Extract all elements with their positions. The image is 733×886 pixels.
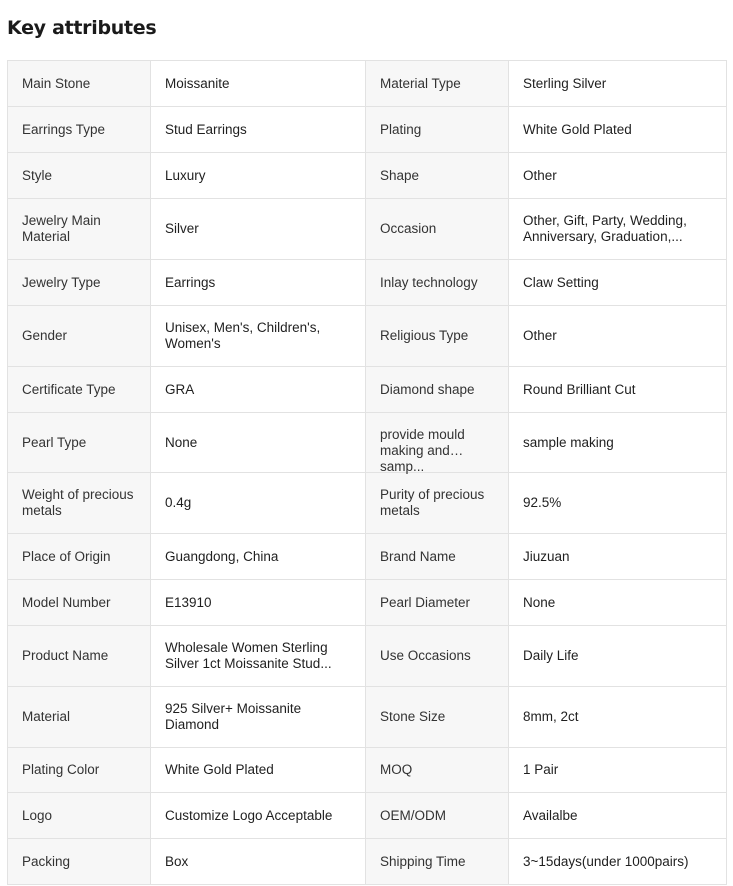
attribute-label-text: Diamond shape (380, 381, 475, 397)
attribute-value (151, 580, 366, 626)
table-row (8, 199, 727, 260)
attribute-label-text: Plating (380, 121, 422, 137)
attribute-value-text: Guangdong, China (165, 548, 279, 564)
attribute-label-text: Style (22, 167, 53, 183)
attribute-label-text: Product Name (22, 648, 109, 663)
attribute-value (509, 260, 727, 306)
attribute-value-text: Stud Earrings (165, 121, 247, 137)
attribute-value-text: Box (165, 853, 189, 869)
attribute-value (509, 748, 727, 793)
attribute-value (509, 153, 727, 199)
attribute-label (366, 793, 509, 839)
attribute-label (366, 199, 509, 260)
attribute-label-text: Material (22, 709, 71, 724)
attribute-value-text: Wholesale Women Sterling Silver 1ct Moissanite Stud... (165, 640, 332, 671)
attribute-label (366, 306, 509, 367)
attribute-label (8, 260, 151, 306)
attribute-value (151, 199, 366, 260)
attribute-label-text: Model Number (22, 594, 111, 610)
attribute-label (8, 534, 151, 580)
attribute-value-text: Jiuzuan (523, 548, 570, 564)
attribute-value-text: Round Brilliant Cut (523, 381, 636, 397)
attribute-label-text: Plating Color (22, 762, 100, 777)
attribute-value (151, 626, 366, 687)
attribute-value (151, 839, 366, 885)
attribute-value-text: Availalbe (523, 807, 578, 823)
attribute-label (366, 413, 509, 473)
attribute-label-text: Pearl Type (22, 434, 87, 450)
attribute-label-text: Place of Origin (22, 548, 111, 564)
attribute-value (509, 839, 727, 885)
attribute-label (8, 153, 151, 199)
attribute-value-text: 92.5% (523, 495, 562, 510)
table-row (8, 473, 727, 534)
attribute-value (151, 473, 366, 534)
attribute-label (8, 413, 151, 473)
attribute-label-text: Main Stone (22, 75, 91, 91)
attribute-value (151, 793, 366, 839)
section-title: Key attributes (7, 17, 157, 39)
attribute-label-text: Earrings Type (22, 121, 106, 137)
attribute-value (509, 107, 727, 153)
attribute-value-text: Sterling Silver (523, 75, 607, 91)
attribute-label (366, 61, 509, 107)
attribute-value (509, 793, 727, 839)
attribute-label-text: Pearl Diameter (380, 594, 471, 610)
attribute-value-text: GRA (165, 381, 195, 397)
attribute-label (366, 748, 509, 793)
attribute-value-text: Silver (165, 221, 199, 236)
attribute-label (366, 107, 509, 153)
attribute-value (151, 367, 366, 413)
attribute-label-text: Purity of precious metals (380, 487, 485, 518)
attribute-value (509, 534, 727, 580)
attribute-label-text: provide mould making and samp... (380, 426, 465, 474)
attribute-label (366, 580, 509, 626)
attribute-label (366, 260, 509, 306)
table-row (8, 534, 727, 580)
attribute-label-text: OEM/ODM (380, 807, 446, 823)
attribute-label (8, 748, 151, 793)
attribute-label-text: Use Occasions (380, 648, 471, 663)
attribute-label-text: Weight of precious metals (22, 487, 134, 518)
attribute-label (366, 367, 509, 413)
attribute-label-text: Inlay technology (380, 274, 478, 290)
attribute-label-text: Certificate Type (22, 381, 116, 397)
attribute-label-text: Occasion (380, 221, 437, 236)
attribute-label (366, 153, 509, 199)
attribute-value-text: Other (523, 328, 557, 343)
attribute-value-text: Other, Gift, Party, Wedding, Anniversary, Graduation,... (523, 213, 687, 244)
attribute-value (509, 367, 727, 413)
attribute-value (509, 306, 727, 367)
attribute-label-text: Material Type (380, 75, 461, 91)
table-row (8, 61, 727, 107)
attribute-label (8, 793, 151, 839)
attribute-value (151, 687, 366, 748)
attribute-label-text: MOQ (380, 762, 413, 777)
table-row (8, 153, 727, 199)
attribute-label (8, 626, 151, 687)
attribute-label (8, 580, 151, 626)
attribute-value-text: None (523, 594, 556, 610)
table-row (8, 748, 727, 793)
table-row (8, 793, 727, 839)
attribute-label (8, 61, 151, 107)
attribute-value (151, 748, 366, 793)
attribute-value-text: Claw Setting (523, 274, 599, 290)
attribute-label (8, 306, 151, 367)
attribute-label (366, 626, 509, 687)
attribute-label (366, 839, 509, 885)
attribute-value-text: sample making (523, 434, 614, 450)
attribute-value-text: White Gold Plated (165, 762, 274, 777)
attribute-value-text: White Gold Plated (523, 121, 632, 137)
attribute-value-text: Unisex, Men's, Children's, Women's (165, 320, 321, 351)
attribute-value-text: Moissanite (165, 75, 230, 91)
table-row (8, 580, 727, 626)
attribute-value-text: 3~15days(under 1000pairs) (523, 853, 689, 869)
table-row (8, 107, 727, 153)
attribute-label (8, 473, 151, 534)
attribute-label (8, 199, 151, 260)
attribute-label (366, 687, 509, 748)
attribute-value (151, 534, 366, 580)
attribute-label-text: Logo (22, 807, 53, 823)
attribute-value (509, 626, 727, 687)
attribute-label (366, 534, 509, 580)
attribute-label (8, 367, 151, 413)
attribute-label (8, 687, 151, 748)
attribute-value (509, 61, 727, 107)
attribute-label (366, 473, 509, 534)
table-row (8, 306, 727, 367)
table-row (8, 260, 727, 306)
attribute-value-text: None (165, 434, 198, 450)
attribute-label-text: Packing (22, 853, 71, 869)
attribute-label-text: Shape (380, 167, 420, 183)
attribute-value-text: Daily Life (523, 648, 579, 663)
attribute-value (151, 260, 366, 306)
attribute-value-text: 1 Pair (523, 762, 559, 777)
attribute-value (151, 61, 366, 107)
attribute-value (151, 153, 366, 199)
attribute-value-text: Customize Logo Acceptable (165, 807, 333, 823)
attribute-value (151, 413, 366, 473)
attribute-value (151, 306, 366, 367)
table-row (8, 367, 727, 413)
attribute-value (151, 107, 366, 153)
attribute-label-text: Brand Name (380, 548, 456, 564)
table-row (8, 839, 727, 885)
attribute-label-text: Religious Type (380, 328, 469, 343)
attribute-value-text: 0.4g (165, 495, 192, 510)
attribute-value-text: Luxury (165, 167, 206, 183)
attribute-value-text: Other (523, 167, 557, 183)
attribute-value (509, 473, 727, 534)
attribute-value-text: 8mm, 2ct (523, 709, 579, 724)
attribute-label-text: Jewelry Main Material (22, 213, 101, 244)
attribute-label-text: Stone Size (380, 709, 446, 724)
table-row (8, 687, 727, 748)
attributes-table (7, 60, 727, 885)
attribute-value-text: E13910 (165, 594, 212, 610)
attribute-label (8, 107, 151, 153)
attribute-label (8, 839, 151, 885)
attribute-label-text: Shipping Time (380, 853, 466, 869)
attribute-value (509, 199, 727, 260)
attribute-value (509, 687, 727, 748)
attribute-value-text: Earrings (165, 274, 216, 290)
attribute-label-text: Gender (22, 328, 68, 343)
attribute-label-text: Jewelry Type (22, 274, 101, 290)
table-row (8, 626, 727, 687)
table-row (8, 413, 727, 473)
attribute-value (509, 580, 727, 626)
attribute-value (509, 413, 727, 473)
attribute-value-text: 925 Silver+ Moissanite Diamond (165, 701, 302, 732)
